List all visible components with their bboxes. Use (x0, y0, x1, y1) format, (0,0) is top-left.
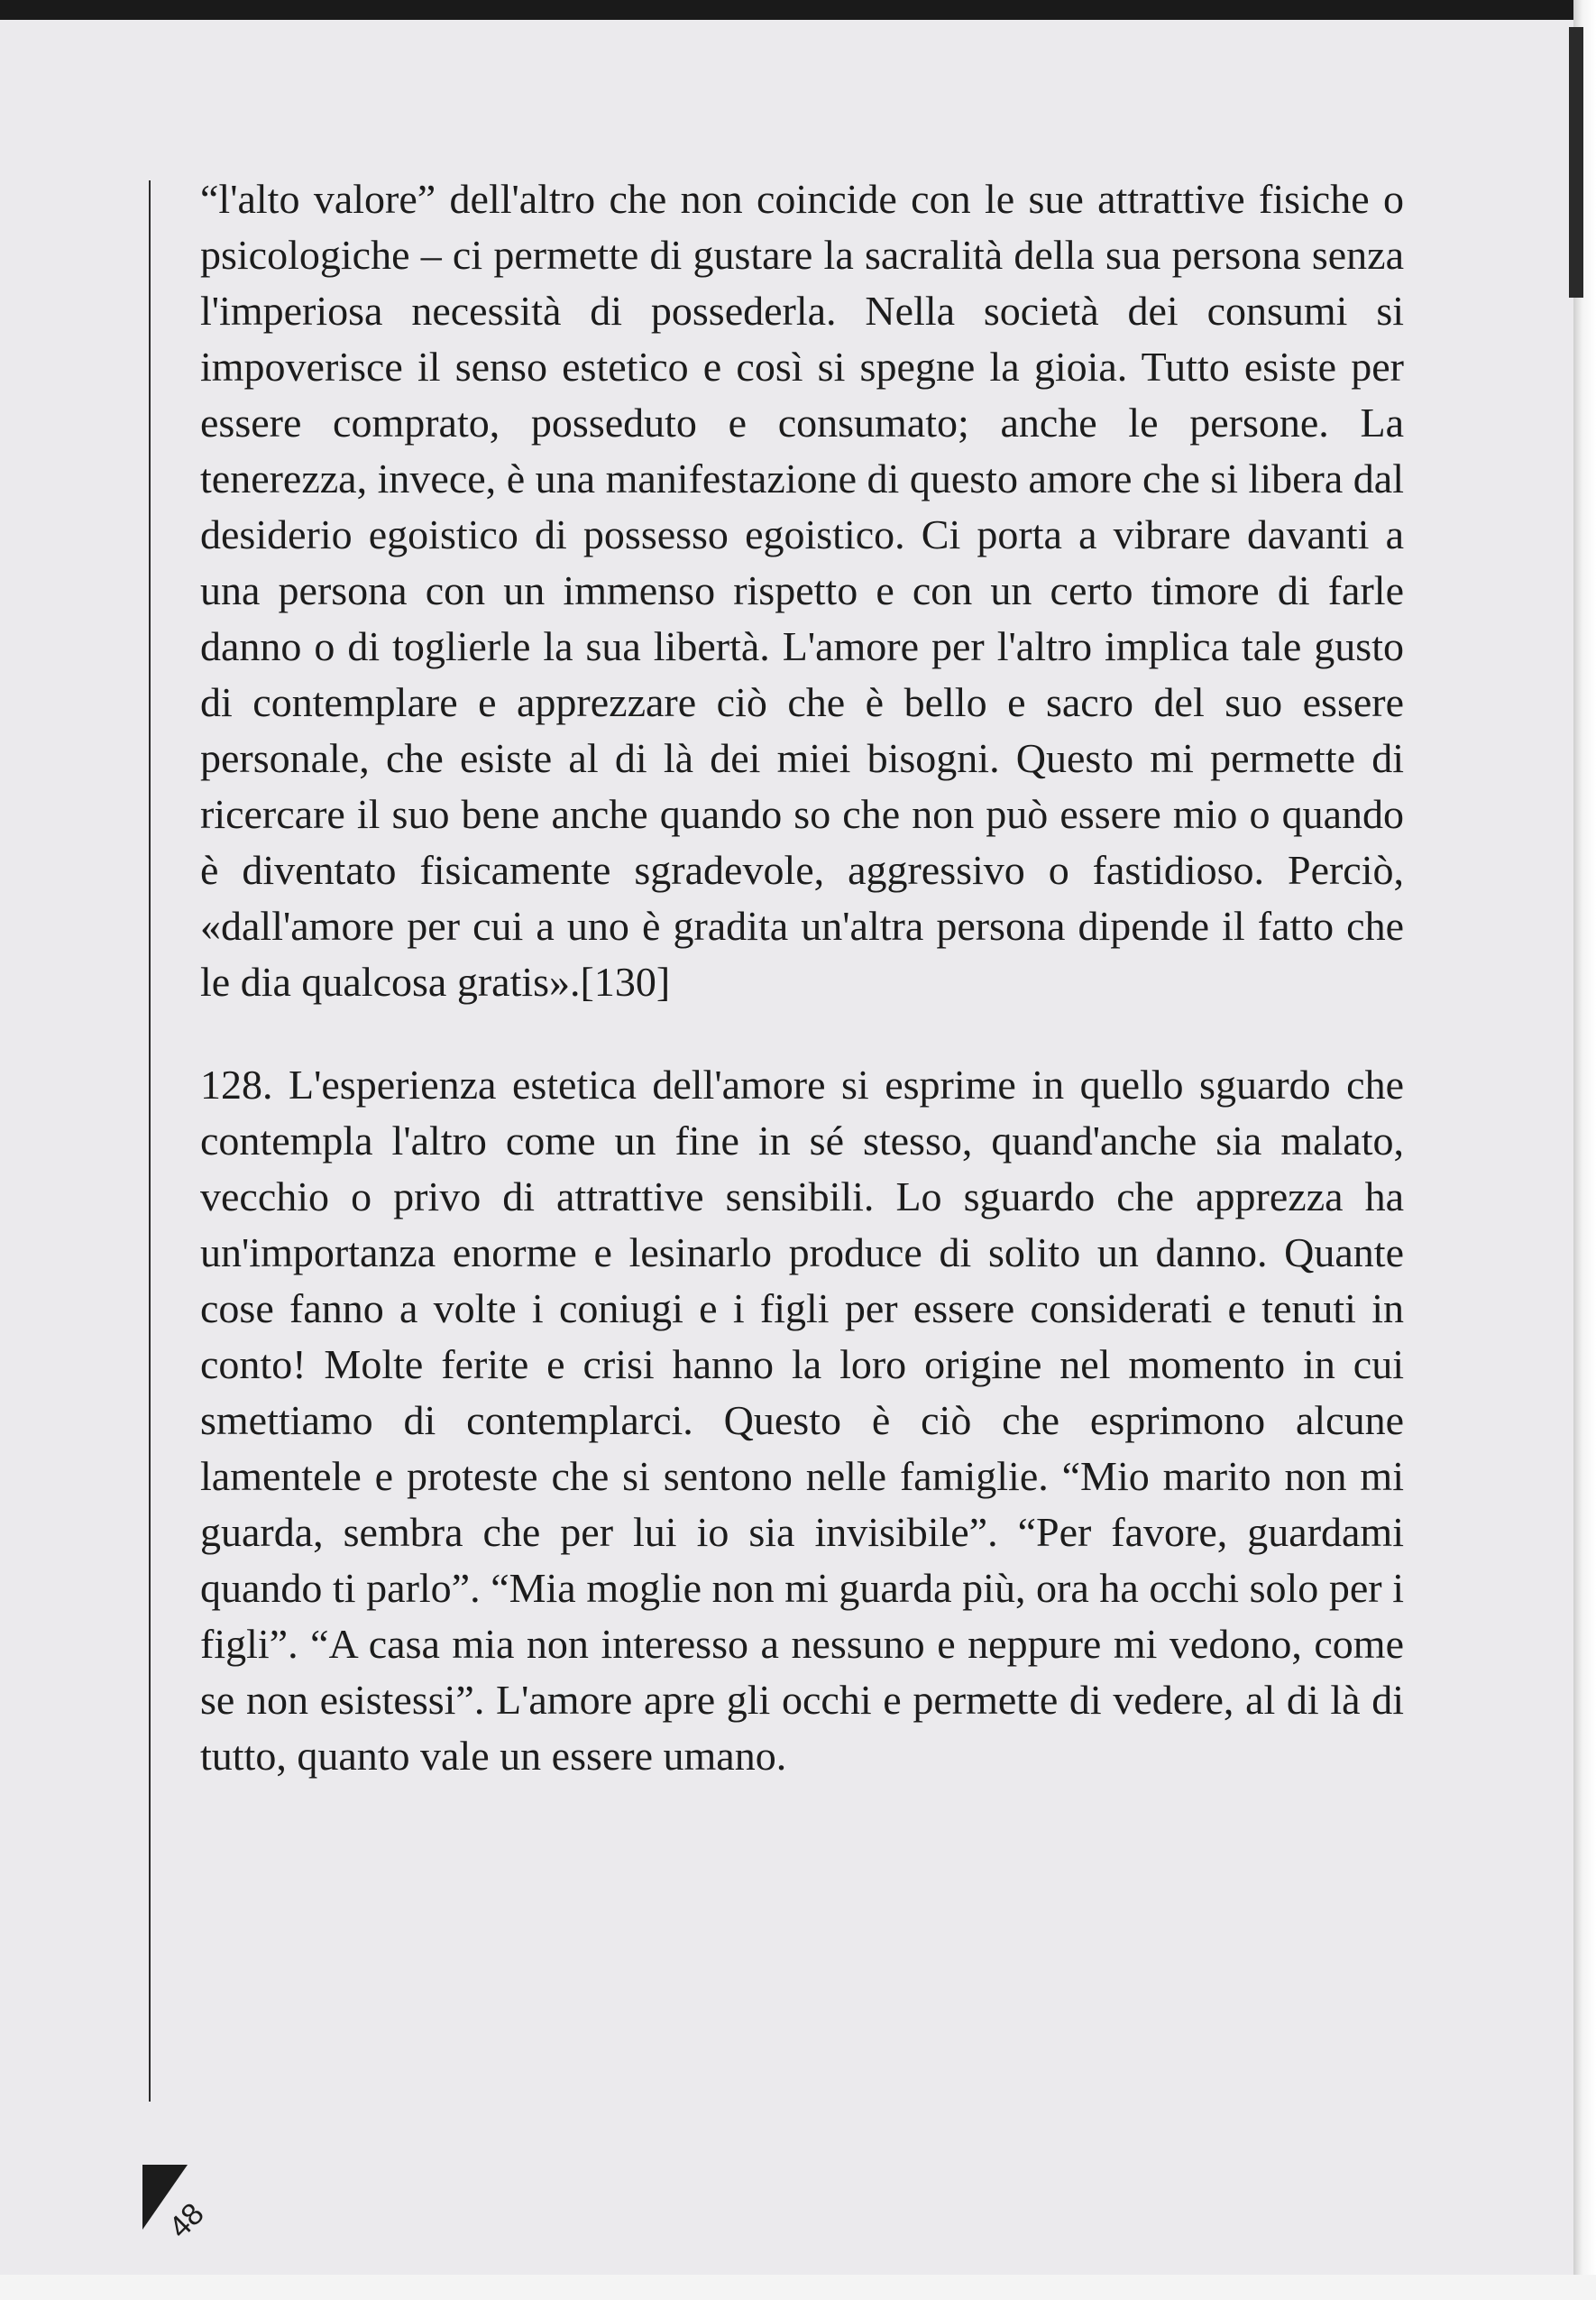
margin-rule (149, 180, 151, 2102)
binding-mark (1569, 27, 1583, 298)
page-number: 48 (162, 2196, 211, 2245)
book-page (0, 20, 1573, 2275)
paragraph-continued: “l'alto valore” dell'altro che non coincide con le sue attrattive fisiche o psicologiche – ci permette di gustare la sacralità della sua persona senza l'imperiosa necessità di possederla. Nella società dei consumi si impoverisce il senso estetico e così si spegne la gioia. Tutto esiste per essere comprato, posseduto e consumato; anche le persone. La tenerezza, invece, è una manifestazione di questo amore che si libera dal desiderio egoistico di possesso egoistico. Ci porta a vibrare davanti a una persona con un immenso rispetto e con un certo timore di farle danno o di toglierle la sua libertà. L'amore per l'altro implica tale gusto di contemplare e apprezzare ciò che è bello e sacro del suo essere personale, che esiste al di là dei miei bisogni. Questo mi permette di ricercare il suo bene anche quando so che non può essere mio o quando è diventato fisicamente sgradevole, aggressivo o fastidioso. Perciò, «dall'amore per cui a uno è gradita un'altra persona dipende il fatto che le dia qualcosa gratis».[130] (200, 176, 1404, 1005)
paragraph-128: 128. L'esperienza estetica dell'amore si esprime in quello sguardo che contempla l'altro come un fine in sé stesso, quand'anche sia malato, vecchio o privo di attrattive sensibili. Lo sguardo che apprezza ha un'importanza enorme e lesinarlo produce di solito un danno. Quante cose fanno a volte i coniugi e i figli per essere considerati e tenuti in conto! Molte ferite e crisi hanno la loro origine nel momento in cui smettiamo di contemplarci. Questo è ciò che esprimono alcune lamentele e proteste che si sentono nelle famiglie. “Mio marito non mi guarda, sembra che per lui io sia invisibile”. “Per favore, guardami quando ti parlo”. “Mia moglie non mi guarda più, ora ha occhi solo per i figli”. “A casa mia non interesso a nessuno e neppure mi vedono, come se non esistessi”. L'amore apre gli occhi e permette di vedere, al di là di tutto, quanto vale un essere umano. (200, 1062, 1404, 1779)
page-edge (1573, 0, 1596, 2300)
scan-bottom-border (0, 2275, 1596, 2300)
page-text (200, 171, 1404, 1784)
